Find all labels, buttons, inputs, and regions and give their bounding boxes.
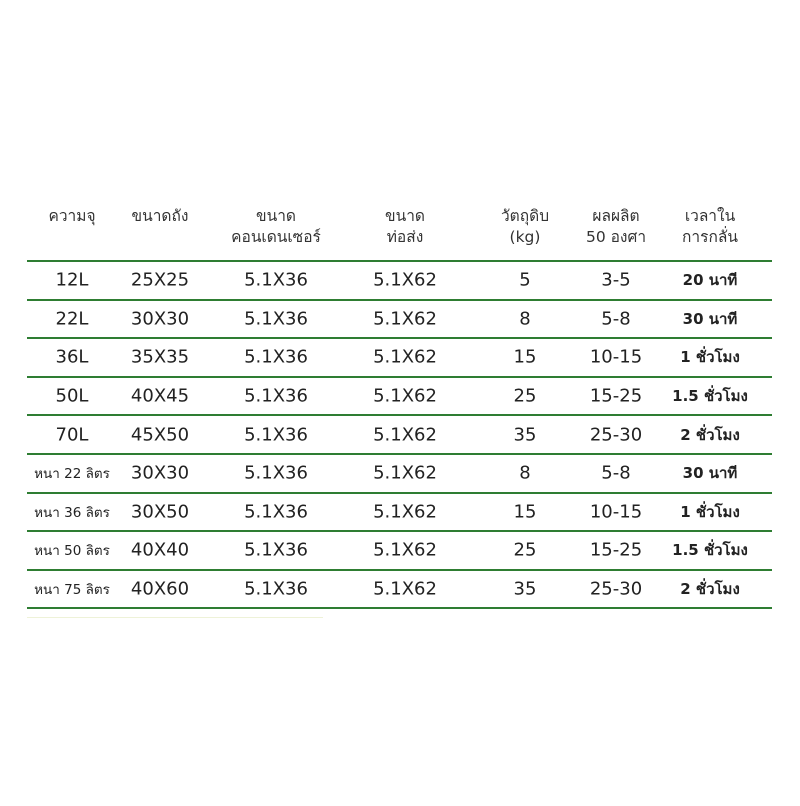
cell-capacity: หนา 75 ลิตร [34,582,110,599]
cell-capacity: 70L [55,424,89,446]
table-row [27,262,772,301]
cell-tank-size: 30X30 [130,462,190,484]
cell-output: 5-8 [601,462,631,484]
cell-condenser-size: 5.1X36 [244,539,308,561]
cell-capacity: 12L [55,269,89,291]
cell-condenser-size: 5.1X36 [244,346,308,368]
cell-pipe-size: 5.1X62 [373,308,437,330]
cell-distill-time: 2 ชั่วโมง [680,425,740,444]
cell-condenser-size: 5.1X36 [244,501,308,523]
cell-pipe-size: 5.1X62 [373,346,437,368]
cell-output: 25-30 [589,424,643,446]
table-row [27,532,772,571]
header-output: ผลผลิต 50 องศา [585,207,647,246]
cell-pipe-size: 5.1X62 [373,539,437,561]
cell-raw-material: 25 [513,539,537,561]
cell-distill-time: 1.5 ชั่วโมง [672,387,748,406]
cell-capacity: 22L [55,308,89,330]
cell-condenser-size: 5.1X36 [244,308,308,330]
cell-output: 3-5 [601,269,631,291]
header-pipe-size: ขนาด ท่อส่ง [385,207,425,246]
cell-capacity: หนา 22 ลิตร [34,466,110,483]
cell-distill-time: 1 ชั่วโมง [680,502,740,521]
cell-raw-material: 5 [519,269,531,291]
header-distill-time: เวลาใน การกลั่น [682,207,738,246]
cell-output: 25-30 [589,578,643,600]
cell-distill-time: 1.5 ชั่วโมง [672,541,748,560]
header-tank-size: ขนาดถัง [131,207,189,225]
cell-capacity: 36L [55,346,89,368]
cell-capacity: หนา 50 ลิตร [34,543,110,560]
table-row [27,416,772,455]
cell-pipe-size: 5.1X62 [373,424,437,446]
table-header [27,198,772,262]
cell-pipe-size: 5.1X62 [373,269,437,291]
cell-raw-material: 8 [519,462,531,484]
cell-tank-size: 45X50 [130,424,190,446]
cell-condenser-size: 5.1X36 [244,385,308,407]
cell-pipe-size: 5.1X62 [373,385,437,407]
cell-condenser-size: 5.1X36 [244,462,308,484]
cell-tank-size: 40X45 [130,385,190,407]
cell-distill-time: 30 นาที [682,464,738,483]
cell-tank-size: 40X40 [130,539,190,561]
spec-table [27,198,772,609]
cell-distill-time: 30 นาที [682,309,738,328]
cell-pipe-size: 5.1X62 [373,501,437,523]
table-body [27,262,772,609]
cell-tank-size: 35X35 [130,346,190,368]
cell-output: 15-25 [589,385,643,407]
cell-output: 10-15 [589,501,643,523]
cell-raw-material: 15 [513,501,537,523]
cell-raw-material: 8 [519,308,531,330]
header-condenser-size: ขนาด คอนเดนเซอร์ [231,207,321,246]
table-row [27,339,772,378]
table-row [27,494,772,533]
cell-raw-material: 35 [513,424,537,446]
cell-distill-time: 1 ชั่วโมง [680,348,740,367]
table-row [27,301,772,340]
cell-raw-material: 35 [513,578,537,600]
table-row [27,571,772,610]
cell-raw-material: 25 [513,385,537,407]
cell-tank-size: 30X50 [130,501,190,523]
cell-output: 15-25 [589,539,643,561]
cell-capacity: หนา 36 ลิตร [34,504,110,521]
cell-tank-size: 30X30 [130,308,190,330]
cell-output: 5-8 [601,308,631,330]
cell-condenser-size: 5.1X36 [244,578,308,600]
cell-tank-size: 40X60 [130,578,190,600]
cell-raw-material: 15 [513,346,537,368]
cell-condenser-size: 5.1X36 [244,269,308,291]
table-row [27,455,772,494]
cell-distill-time: 2 ชั่วโมง [680,580,740,599]
table-row [27,378,772,417]
cell-pipe-size: 5.1X62 [373,578,437,600]
header-raw-material: วัตถุดิบ (kg) [500,207,550,246]
divider [27,617,323,618]
cell-output: 10-15 [589,346,643,368]
cell-tank-size: 25X25 [130,269,190,291]
cell-distill-time: 20 นาที [682,271,738,290]
cell-capacity: 50L [55,385,89,407]
header-capacity: ความจุ [48,207,96,225]
cell-pipe-size: 5.1X62 [373,462,437,484]
cell-condenser-size: 5.1X36 [244,424,308,446]
